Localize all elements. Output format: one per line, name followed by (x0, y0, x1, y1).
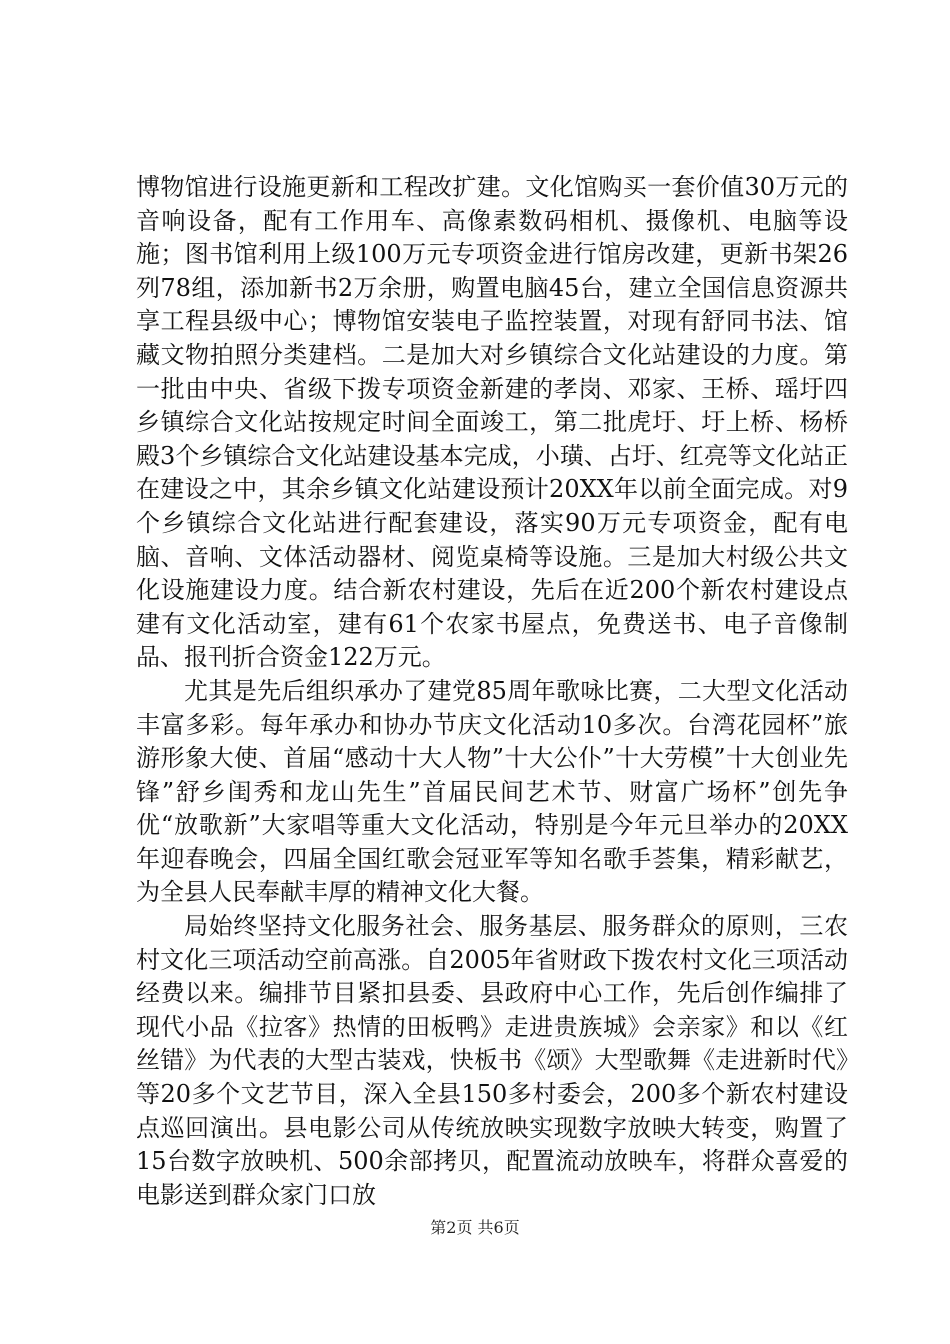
paragraph-2: 尤其是先后组织承办了建党85周年歌咏比赛，二大型文化活动丰富多彩。每年承办和协办节庆文化活动10多次。台湾花园杯”旅游形象大使、首届“感动十大人物”十大公仆”十大劳模”十大创业先锋”舒乡闺秀和龙山先生”首届民间艺术节、财富广场杯”创先争优“放歌新”大家唱等重大文化活动，特别是今年元旦举办的20XX年迎春晚会，四届全国红歌会冠亚军等知名歌手荟集，精彩献艺，为全县人民奉献丰厚的精神文化大餐。 (136, 676, 848, 907)
paragraph-1: 博物馆进行设施更新和工程改扩建。文化馆购买一套价值30万元的音响设备，配有工作用车、高像素数码相机、摄像机、电脑等设施；图书馆利用上级100万元专项资金进行馆房改建，更新书架26列78组，添加新书2万余册，购置电脑45台，建立全国信息资源共享工程县级中心；博物馆安装电子监控装置，对现有舒同书法、馆藏文物拍照分类建档。二是加大对乡镇综合文化站建设的力度。第一批由中央、省级下拨专项资金新建的孝岗、邓家、王桥、瑶圩四乡镇综合文化站按规定时间全面竣工，第二批虎圩、圩上桥、杨桥殿3个乡镇综合文化站建设基本完成，小璜、占圩、红亮等文化站正在建设之中，其余乡镇文化站建设预计20XX年以前全面完成。对9个乡镇综合文化站进行配套建设，落实90万元专项资金，配有电脑、音响、文体活动器材、阅览桌椅等设施。三是加大村级公共文化设施建设力度。结合新农村建设，先后在近200个新农村建设点建有文化活动室，建有61个农家书屋点，免费送书、电子音像制品、报刊折合资金122万元。 (136, 173, 848, 672)
page-footer: 第2页 共6页 (430, 1218, 520, 1237)
document-body (136, 171, 848, 1212)
paragraph-3: 局始终坚持文化服务社会、服务基层、服务群众的原则，三农村文化三项活动空前高涨。自2005年省财政下拨农村文化三项活动经费以来。编排节目紧扣县委、县政府中心工作，先后创作编排了现代小品《拉客》热情的田板鸭》走进贵族城》会亲家》和以《红丝错》为代表的大型古装戏，快板书《颂》大型歌舞《走进新时代》等20多个文艺节目，深入全县150多村委会，200多个新农村建设点巡回演出。县电影公司从传统放映实现数字放映大转变，购置了15台数字放映机、500余部拷贝，配置流动放映车，将群众喜爱的电影送到群众家门口放 (136, 912, 848, 1209)
